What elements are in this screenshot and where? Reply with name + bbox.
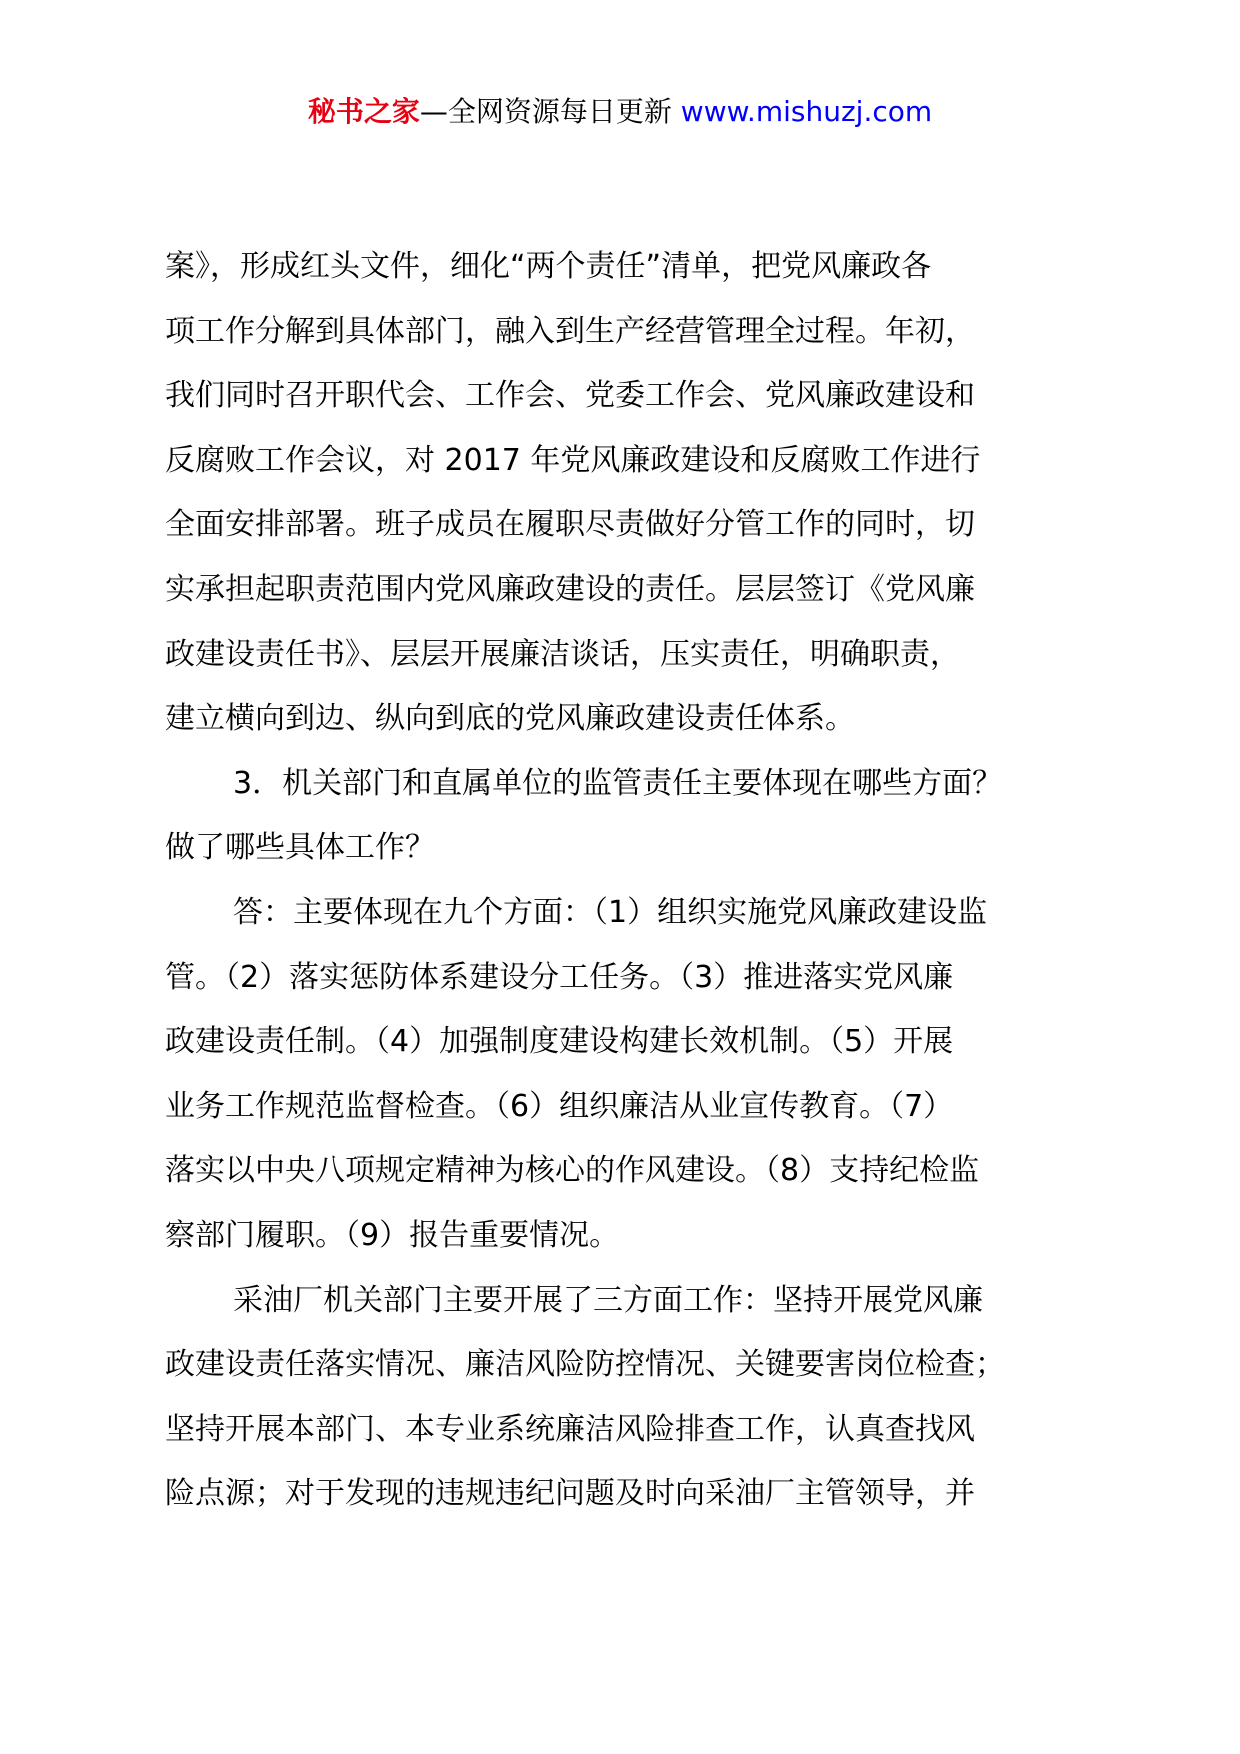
body-line: 政建设责任制。（4）加强制度建设构建长效机制。（5）开展 xyxy=(165,1024,954,1060)
document-body xyxy=(165,235,1090,1527)
body-line: 政建设责任书》、层层开展廉洁谈话，压实责任，明确职责， xyxy=(165,636,960,672)
body-line: 政建设责任落实情况、廉洁风险防控情况、关键要害岗位检查； xyxy=(165,1347,1005,1383)
body-line: 管。（2）落实惩防体系建设分工任务。（3）推进落实党风廉 xyxy=(165,959,954,995)
body-line: 落实以中央八项规定精神为核心的作风建设。（8）支持纪检监 xyxy=(165,1153,980,1189)
body-line: 实承担起职责范围内党风廉政建设的责任。层层签订《党风廉 xyxy=(165,571,975,607)
body-line: 我们同时召开职代会、工作会、党委工作会、党风廉政建设和 xyxy=(165,378,975,414)
body-line: 全面安排部署。班子成员在履职尽责做好分管工作的同时，切 xyxy=(165,507,975,543)
body-line: 坚持开展本部门、本专业系统廉洁风险排查工作，认真查找风 xyxy=(165,1411,975,1447)
question-heading-cont: 做了哪些具体工作？ xyxy=(165,830,435,866)
site-url-link[interactable]: www.mishuzj.com xyxy=(680,95,933,128)
brand-name: 秘书之家 xyxy=(307,95,420,128)
body-line: 建立横向到边、纵向到底的党风廉政建设责任体系。 xyxy=(165,701,855,737)
body-line: 反腐败工作会议，对 2017 年党风廉政建设和反腐败工作进行 xyxy=(165,442,981,478)
body-line: 察部门履职。（9）报告重要情况。 xyxy=(165,1217,620,1253)
body-line: 险点源；对于发现的违规违纪问题及时向采油厂主管领导，并 xyxy=(165,1476,975,1512)
body-line: 项工作分解到具体部门，融入到生产经营管理全过程。年初， xyxy=(165,313,975,349)
body-line: 案》，形成红头文件，细化“两个责任”清单，把党风廉政各 xyxy=(165,249,932,284)
answer-paragraph-start: 答：主要体现在九个方面：（1）组织实施党风廉政建设监 xyxy=(233,894,988,930)
paragraph-start: 采油厂机关部门主要开展了三方面工作：坚持开展党风廉 xyxy=(233,1282,983,1318)
body-line: 业务工作规范监督检查。（6）组织廉洁从业宣传教育。（7） xyxy=(165,1088,954,1124)
page-header xyxy=(0,92,1240,132)
header-slogan: —全网资源每日更新 xyxy=(419,95,672,128)
question-heading: 3．机关部门和直属单位的监管责任主要体现在哪些方面？ xyxy=(233,765,1003,801)
